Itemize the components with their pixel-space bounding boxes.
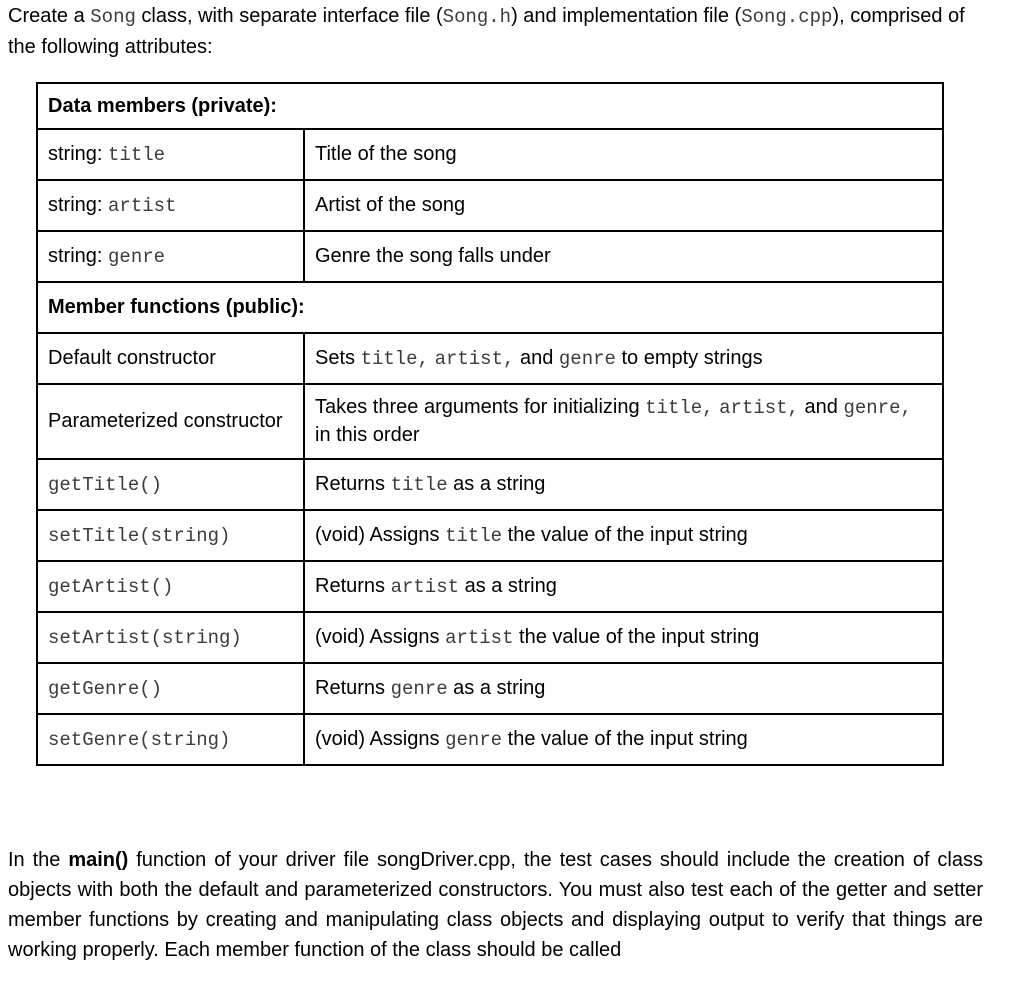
method-signature: getArtist() xyxy=(37,561,304,612)
method-desc xyxy=(304,612,943,663)
desc-code: title xyxy=(390,474,448,496)
desc-code: genre, xyxy=(843,397,912,419)
table-row xyxy=(37,459,943,510)
member-functions-header: Member functions (public): xyxy=(37,282,943,333)
data-member-type: string: xyxy=(48,194,109,216)
method-signature: getGenre() xyxy=(37,663,304,714)
table-row xyxy=(37,561,943,612)
data-member-desc: Title of the song xyxy=(304,129,943,180)
table-row xyxy=(37,180,943,231)
class-name-code: Song xyxy=(90,6,136,28)
desc-text: the value of the input string xyxy=(502,524,748,546)
desc-code: title xyxy=(445,525,503,547)
desc-text: the value of the input string xyxy=(513,626,760,648)
desc-text: Returns xyxy=(315,677,391,699)
desc-code: artist xyxy=(445,627,514,649)
table-row xyxy=(37,663,943,714)
desc-code: title, xyxy=(645,397,714,419)
data-member-type: string: xyxy=(48,143,109,165)
desc-code: genre xyxy=(558,348,616,370)
table-row xyxy=(37,333,943,384)
data-member-desc: Artist of the song xyxy=(304,180,943,231)
outro-text: In the xyxy=(8,849,69,871)
data-members-header: Data members (private): xyxy=(37,83,943,129)
desc-text: as a string xyxy=(459,575,557,597)
table-row xyxy=(37,384,943,459)
member-functions-header-row xyxy=(37,282,943,333)
param-ctor-desc xyxy=(304,384,943,459)
data-members-header-row xyxy=(37,83,943,129)
instructions-paragraph xyxy=(8,845,983,965)
method-desc xyxy=(304,459,943,510)
desc-code: artist, xyxy=(719,397,799,419)
desc-text: as a string xyxy=(447,473,546,495)
main-function-label: main() xyxy=(68,849,129,871)
desc-text: to empty strings xyxy=(615,347,763,369)
desc-text: Returns xyxy=(315,473,391,495)
desc-text: in this order xyxy=(315,424,420,446)
method-desc xyxy=(304,510,943,561)
method-signature: setTitle(string) xyxy=(37,510,304,561)
intro-text: ) and implementation file ( xyxy=(511,5,742,27)
method-signature: setGenre(string) xyxy=(37,714,304,765)
data-member-name: genre xyxy=(108,246,166,268)
desc-text: Takes three arguments for initializing xyxy=(315,396,646,418)
method-signature: setArtist(string) xyxy=(37,612,304,663)
desc-text: and xyxy=(804,396,844,418)
default-ctor-desc xyxy=(304,333,943,384)
data-member-name: artist xyxy=(108,195,177,217)
method-desc xyxy=(304,663,943,714)
param-ctor-name: Parameterized constructor xyxy=(37,384,304,459)
data-member-cell xyxy=(37,231,304,282)
header-file-code: Song.h xyxy=(442,6,512,28)
data-member-cell xyxy=(37,129,304,180)
method-signature: getTitle() xyxy=(37,459,304,510)
desc-code: artist xyxy=(390,576,460,598)
data-member-cell xyxy=(37,180,304,231)
data-member-type: string: xyxy=(48,245,109,267)
intro-paragraph xyxy=(8,1,993,62)
desc-text: and xyxy=(519,347,559,369)
desc-text: (void) Assigns xyxy=(315,728,446,750)
desc-text: Sets xyxy=(315,347,361,369)
intro-text: ), comprised of the following attributes: xyxy=(8,5,965,58)
data-member-name: title xyxy=(108,144,166,166)
desc-text: (void) Assigns xyxy=(315,626,446,648)
table-row xyxy=(37,510,943,561)
desc-text: the value of the input string xyxy=(502,728,748,750)
table-row xyxy=(37,714,943,765)
intro-text: Create a xyxy=(8,5,91,27)
table-row xyxy=(37,129,943,180)
desc-code: genre xyxy=(445,729,503,751)
desc-code: artist, xyxy=(434,348,515,370)
desc-text: Returns xyxy=(315,575,391,597)
desc-text: (void) Assigns xyxy=(315,524,446,546)
default-ctor-name: Default constructor xyxy=(37,333,304,384)
table-row xyxy=(37,612,943,663)
data-member-desc: Genre the song falls under xyxy=(304,231,943,282)
outro-text: function of your driver file songDriver.cpp, the test cases should include the creation of class objects with both the default and parameterized constructors. You must also test each of the getter and setter member functions by creating and manipulating class objects and displaying output to verify that things are working properly. Each member function of the class should be called xyxy=(8,849,983,961)
table-row xyxy=(37,231,943,282)
intro-text: class, with separate interface file ( xyxy=(135,5,443,27)
desc-code: title, xyxy=(360,348,429,370)
method-desc xyxy=(304,561,943,612)
method-desc xyxy=(304,714,943,765)
desc-text: as a string xyxy=(447,677,546,699)
desc-code: genre xyxy=(390,678,448,700)
attributes-table xyxy=(36,82,944,766)
impl-file-code: Song.cpp xyxy=(741,6,833,28)
